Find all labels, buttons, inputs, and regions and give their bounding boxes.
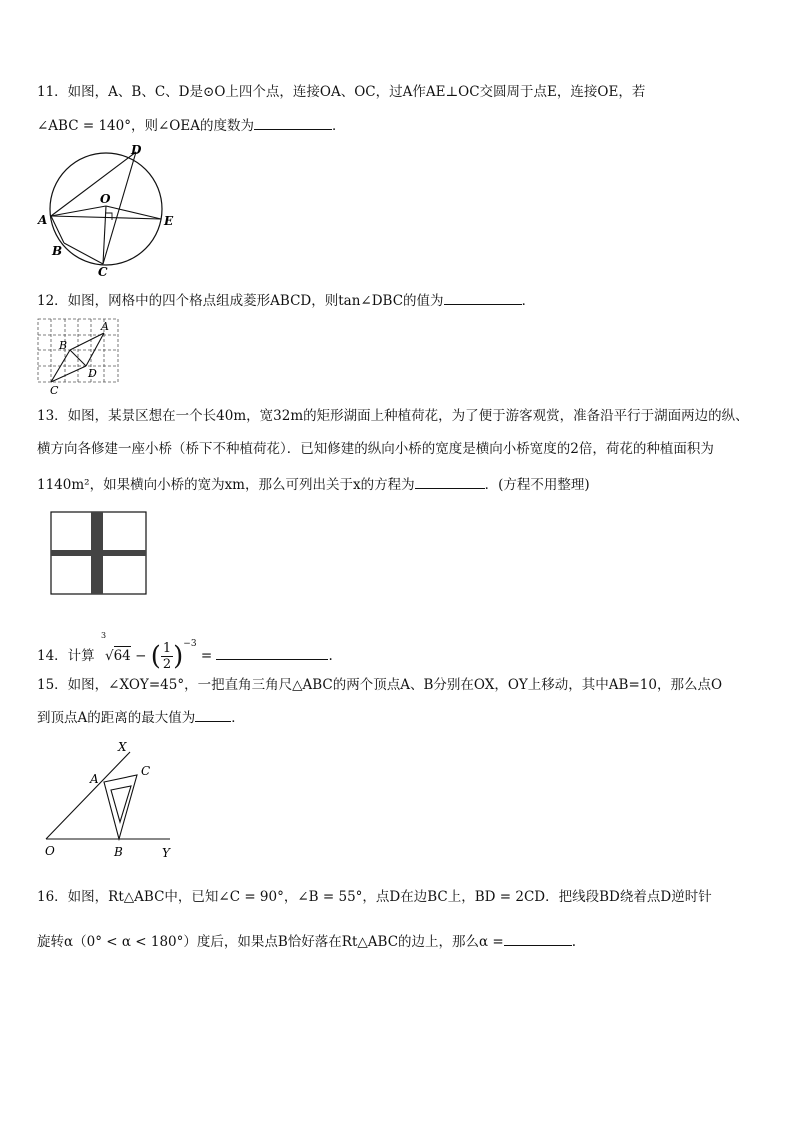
q11-label-b: B [52, 244, 63, 258]
q12-line-end: ． [521, 293, 536, 309]
q15-label-y: Y [162, 846, 170, 860]
q13-line3-text: 1140m²，如果横向小桥的宽为xm，那么可列出关于x的方程为 [37, 477, 415, 493]
q13-line1: 13．如图，某景区想在一个长40m，宽32m的矩形湖面上种植荷花，为了便于游客观赏，准备沿平行于湖面两边的纵、 [37, 408, 749, 424]
q14-denominator: 2 [162, 657, 172, 672]
q12-label-a: A [101, 320, 109, 333]
q14-suffix: . [328, 648, 333, 664]
q14-equals: = [200, 648, 213, 664]
q15-line1: 15．如图，∠XOY=45°，一把直角三角尺△ABC的两个顶点A、B分别在OX，OY上移动，其中AB=10，那么点O [37, 677, 723, 693]
q16-line1: 16．如图，Rt△ABC中，已知∠C = 90°，∠B = 55°，点D在边BC上，BD = 2CD．把线段BD绕着点D逆时针 [37, 889, 712, 905]
q15-label-o: O [45, 844, 55, 858]
q11-line2-end: ． [331, 118, 346, 134]
q11-label-a: A [38, 213, 48, 227]
q16-line2-end: . [571, 934, 577, 950]
q14-exponent: −3 [183, 639, 197, 649]
q14-prefix: 14．计算 [37, 648, 95, 664]
q12-label-d: D [88, 367, 97, 380]
q14-radicand: 64 [113, 648, 131, 664]
q14-line: 14．计算 3 √64 − ( $\frac{1}{2}$ )$^{-3}$ = . [37, 631, 333, 672]
q11-label-e: E [164, 214, 174, 228]
q16-answer-blank[interactable] [504, 931, 572, 946]
q16-line2-text: 旋转α（0° < α < 180°）度后，如果点B恰好落在Rt△ABC的边上，那么α = [37, 934, 504, 950]
q14-minus: − [135, 648, 147, 664]
q16-line2 [37, 931, 576, 951]
q13-line3-end: ．(方程不用整理) [484, 477, 590, 493]
q15-label-b: B [114, 845, 123, 859]
q11-label-d: D [131, 143, 142, 157]
q12-text: 12．如图，网格中的四个格点组成菱形ABCD，则tan∠DBC的值为 [37, 293, 444, 309]
q12-label-c: C [50, 384, 59, 397]
q12-label-b: B [59, 339, 68, 352]
q15-label-a: A [90, 772, 99, 786]
q11-line2-text: ∠ABC = 140°，则∠OEA的度数为 [37, 118, 254, 134]
q11-line1: 11．如图，A、B、C、D是⊙O上四个点，连接OA、OC，过A作AE⊥OC交圆周于点E，连接OE，若 [37, 84, 646, 100]
q11-label-o: O [100, 192, 111, 206]
q11-label-c: C [98, 265, 108, 279]
q15-line2-text: 到顶点A的距离的最大值为 [37, 710, 196, 726]
q15-label-c: C [141, 764, 151, 778]
q14-root-index: 3 [100, 631, 107, 640]
q14-numerator: 1 [162, 641, 172, 656]
q13-line2: 横方向各修建一座小桥（桥下不种植荷花）．已知修建的纵向小桥的宽度是横向小桥宽度的2倍，荷花的种植面积为 [37, 441, 714, 457]
q15-line2-end: ． [231, 710, 245, 726]
q15-label-x: X [118, 740, 127, 754]
